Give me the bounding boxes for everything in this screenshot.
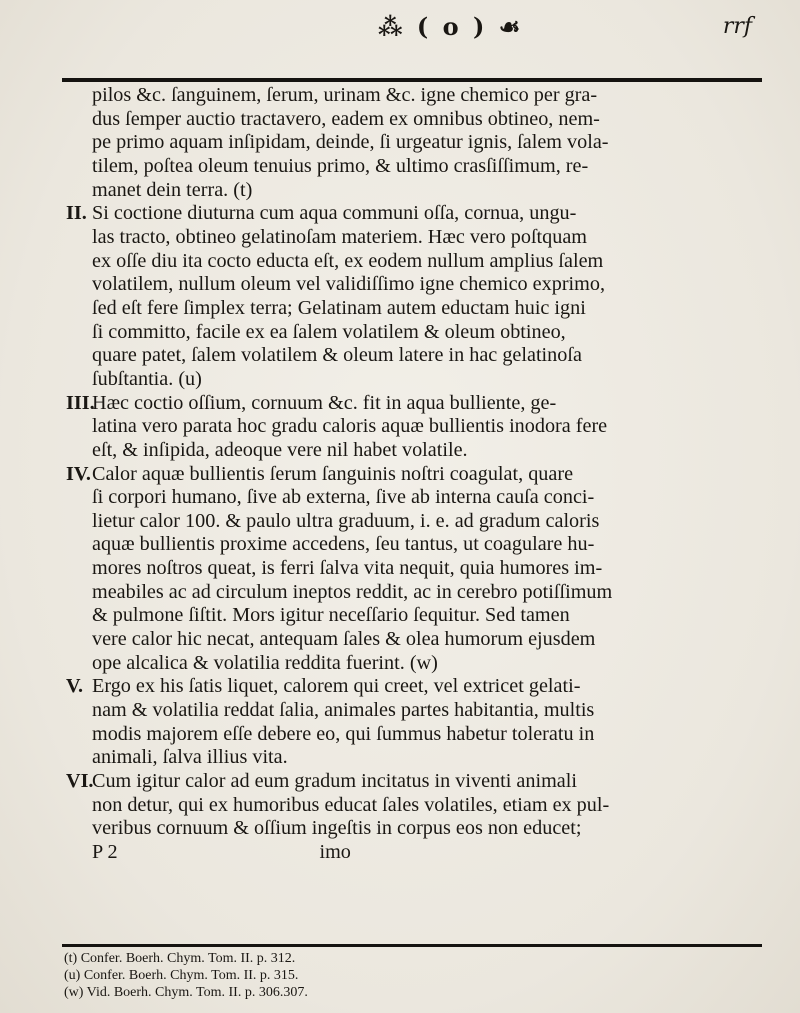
paragraph-number: V. xyxy=(66,675,84,698)
text-line: tilem, poſtea oleum tenuius primo, & ultimo crasſiſſimum, re- xyxy=(92,154,589,177)
text-line: lietur calor 100. & paulo ultra graduum, i. e. ad gradum caloris xyxy=(92,509,600,532)
text-line: las tracto, obtineo gelatinoſam materiem. Hæc vero poſtquam xyxy=(92,225,588,248)
header-rule xyxy=(62,78,762,82)
text-line: ſi corpori humano, ſive ab externa, ſive ab interna cauſa conci- xyxy=(92,486,595,509)
text-line: animali, ſalva illius vita. xyxy=(92,746,288,769)
paragraph-number: II. xyxy=(66,202,87,225)
text-line: ſubſtantia. (u) xyxy=(92,367,202,390)
text-line: nam & volatilia reddat ſalia, animales partes habitantia, multis xyxy=(92,699,595,722)
text-line: ex oſſe diu ita cocto educta eſt, ex eodem nullum amplius ſalem xyxy=(92,249,604,272)
text-line: Hæc coctio oſſium, cornuum &c. fit in aqua bulliente, ge- xyxy=(92,391,557,414)
footnote-rule xyxy=(62,944,762,947)
text-line: non detur, qui ex humoribus educat ſales volatiles, etiam ex pul- xyxy=(92,793,610,816)
footnotes xyxy=(64,950,754,1001)
text-line: P 2 imo xyxy=(92,841,351,863)
text-line: manet dein terra. (t) xyxy=(92,178,253,201)
text-line: veribus cornuum & oſſium ingeſtis in corpus eos non educet; xyxy=(92,817,582,840)
paragraph-number: III. xyxy=(66,391,95,414)
text-line: ſi committo, facile ex ea ſalem volatilem & oleum obtineo, xyxy=(92,320,566,343)
text-line: latina vero parata hoc gradu caloris aquæ bullientis inodora fere xyxy=(92,415,608,438)
header-ornament: ⁂ ( o ) ☙ xyxy=(378,12,524,41)
paragraph-number: IV. xyxy=(66,462,91,485)
text-line: Calor aquæ bullientis ſerum ſanguinis noſtri coagulat, quare xyxy=(92,462,574,485)
footnote: (u) Confer. Boerh. Chym. Tom. II. p. 315. xyxy=(64,968,299,983)
text-line: Cum igitur calor ad eum gradum incitatus in viventi animali xyxy=(92,770,577,793)
page-number: rrf xyxy=(722,14,752,39)
paragraph xyxy=(66,391,782,463)
text-line: aquæ bullientis proxime accedens, ſeu tantus, ut coagulare hu- xyxy=(92,533,595,556)
text-line: pilos &c. ſanguinem, ſerum, urinam &c. igne chemico per gra- xyxy=(92,84,598,106)
text-line: quare patet, ſalem volatilem & oleum latere in hac gelatinoſa xyxy=(92,344,582,367)
main-text xyxy=(66,84,782,865)
text-line: ope alcalica & volatilia reddita fuerint. (w) xyxy=(92,651,438,674)
footnote: (w) Vid. Boerh. Chym. Tom. II. p. 306.307. xyxy=(64,985,308,1000)
paragraph xyxy=(92,84,782,202)
text-line: meabiles ac ad circulum ineptos reddit, ac in cerebro potiſſimum xyxy=(92,580,613,603)
paragraph xyxy=(66,462,782,676)
text-line: modis majorem eſſe debere eo, qui ſummus habetur toleratu in xyxy=(92,722,595,745)
text-line: eſt, & inſipida, adeoque vere nil habet volatile. xyxy=(92,438,468,461)
footnote: (t) Confer. Boerh. Chym. Tom. II. p. 312. xyxy=(64,951,296,966)
text-line: vere calor hic necat, antequam ſales & olea humorum ejusdem xyxy=(92,628,596,651)
paragraph xyxy=(66,202,782,391)
text-line: & pulmone ſiſtit. Mors igitur neceſſario ſequitur. Sed tamen xyxy=(92,604,570,627)
text-line: mores noſtros queat, is ferri ſalva vita nequit, quia humores im- xyxy=(92,557,603,580)
text-line: Si coctione diuturna cum aqua communi oſſa, cornua, ungu- xyxy=(92,202,577,225)
text-line: dus ſemper auctio tractavero, eadem ex omnibus obtineo, nem- xyxy=(92,107,600,130)
page-header xyxy=(58,10,760,44)
paragraph xyxy=(66,770,782,865)
paragraph xyxy=(66,675,782,770)
text-line: volatilem, nullum oleum vel validiſſimo igne chemico exprimo, xyxy=(92,273,605,296)
paragraph-number: VI. xyxy=(66,770,94,793)
text-line: pe primo aquam inſipidam, deinde, ſi urgeatur ignis, ſalem vola- xyxy=(92,131,609,154)
text-line: Ergo ex his ſatis liquet, calorem qui creet, vel extricet gelati- xyxy=(92,675,581,698)
text-line: ſed eſt fere ſimplex terra; Gelatinam autem eductam huic igni xyxy=(92,296,586,319)
